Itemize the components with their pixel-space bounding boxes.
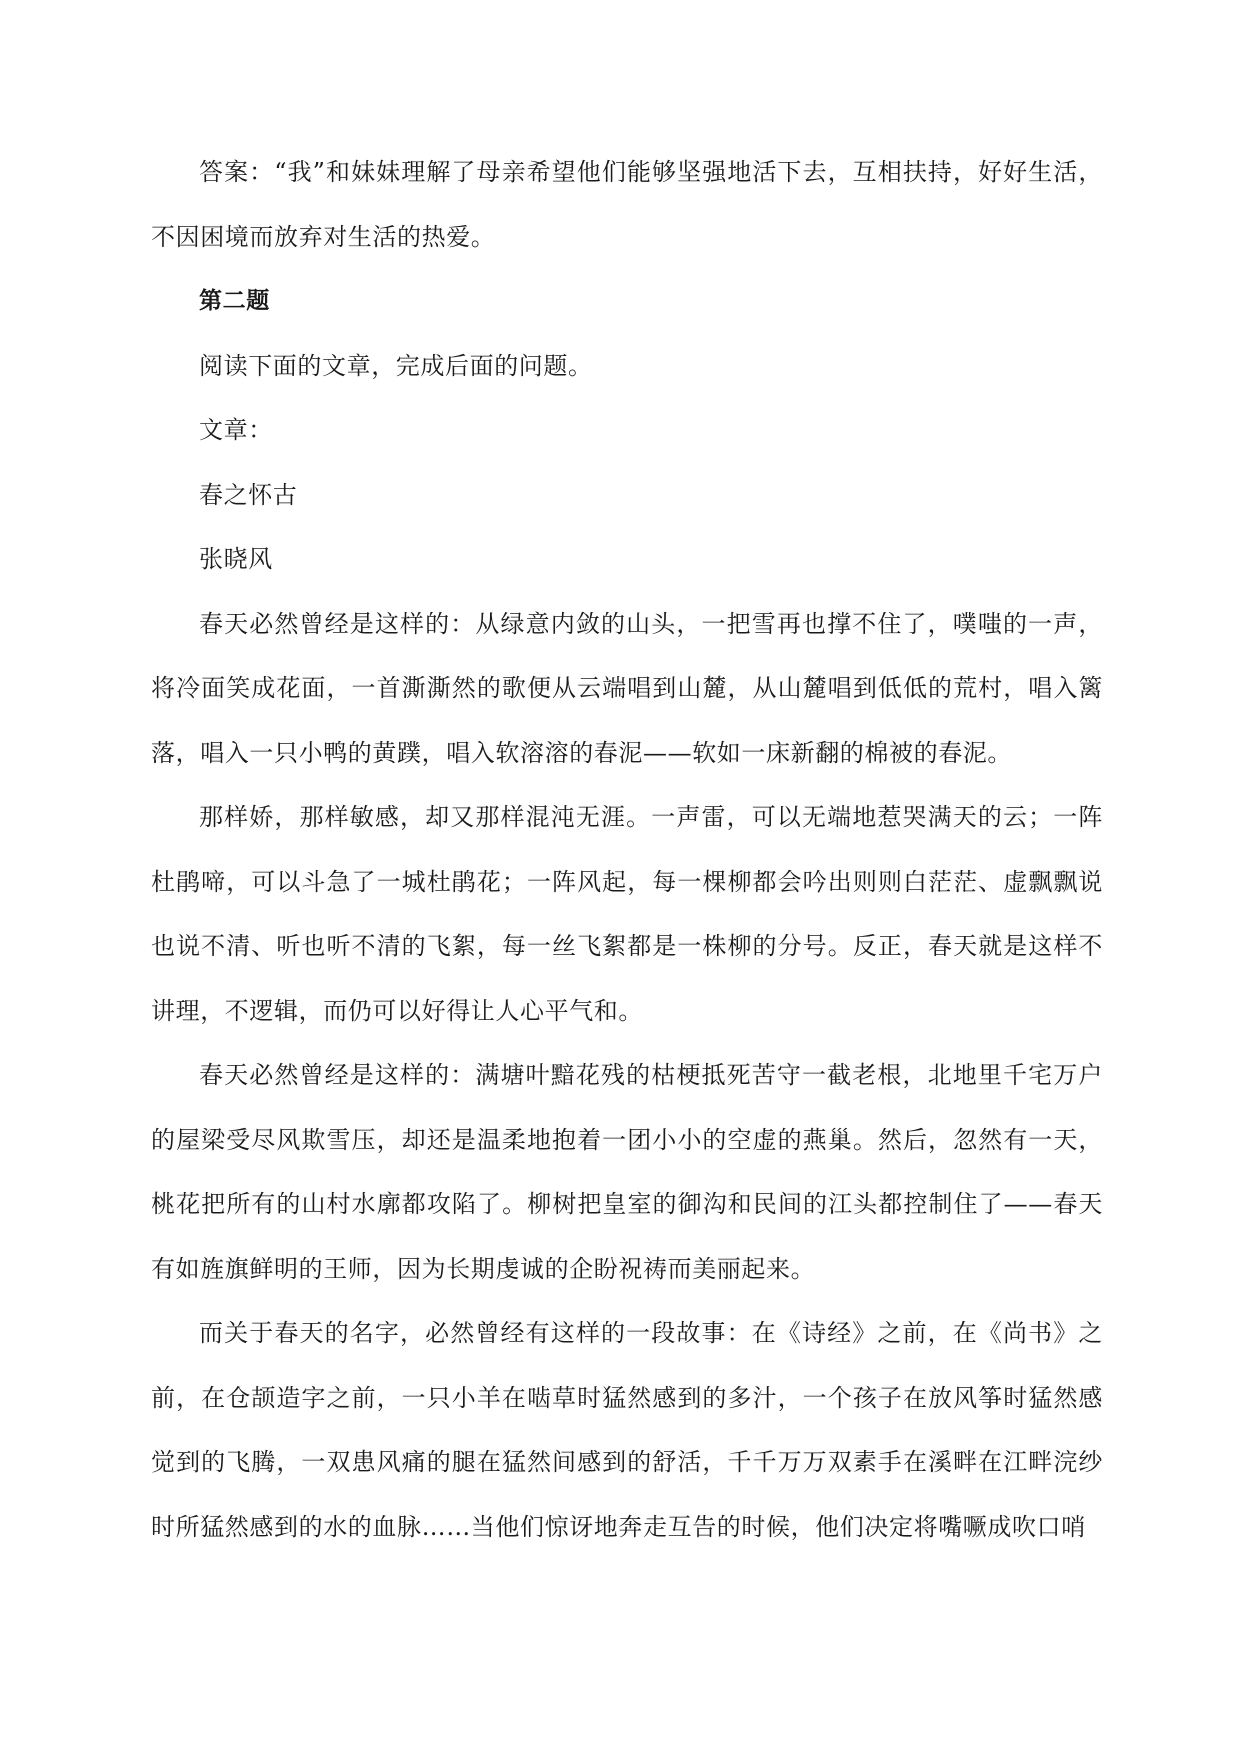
article-paragraph-4: 而关于春天的名字，必然曾经有这样的一段故事：在《诗经》之前，在《尚书》之前，在仓颉造字之前，一只小羊在啮草时猛然感到的多汁，一个孩子在放风筝时猛然感觉到的飞腾，一双患风痛的腿在猛然间感到的舒活，千千万万双素手在溪畔在江畔浣纱时所猛然感到的水的血脉……当他们惊讶地奔走互告的时候，他们决定将嘴噘成吹口哨 xyxy=(151,1319,1103,1541)
article-title: 春之怀古 xyxy=(199,480,298,509)
article-paragraph-3: 春天必然曾经是这样的：满塘叶黯花残的枯梗抵死苦守一截老根，北地里千宅万户的屋梁受尽风欺雪压，却还是温柔地抱着一团小小的空虚的燕巢。然后，忽然有一天，桃花把所有的山村水廓都攻陷了。柳树把皇室的御沟和民间的江头都控制住了——春天有如旌旗鲜明的王师，因为长期虔诚的企盼祝祷而美丽起来。 xyxy=(151,1061,1103,1283)
article-paragraph-1: 春天必然曾经是这样的：从绿意内敛的山头，一把雪再也撑不住了，噗嗤的一声，将冷面笑成花面，一首澌澌然的歌便从云端唱到山麓，从山麓唱到低低的荒村，唱入篱落，唱入一只小鸭的黄蹼，唱入软溶溶的春泥——软如一床新翻的棉被的春泥。 xyxy=(151,609,1103,767)
document-page xyxy=(151,140,1103,1559)
answer-paragraph: 答案：“我”和妹妹理解了母亲希望他们能够坚强地活下去，互相扶持，好好生活，不因困境而放弃对生活的热爱。 xyxy=(151,158,1103,251)
article-author: 张晓风 xyxy=(199,545,273,573)
section-heading: 第二题 xyxy=(199,288,270,314)
article-paragraph-2: 那样娇，那样敏感，却又那样混沌无涯。一声雷，可以无端地惹哭满天的云；一阵杜鹃啼，可以斗急了一城杜鹃花；一阵风起，每一棵柳都会吟出则则白茫茫、虚飘飘说也说不清、听也听不清的飞絮，每一丝飞絮都是一株柳的分号。反正，春天就是这样不讲理，不逻辑，而仍可以好得让人心平气和。 xyxy=(151,803,1103,1025)
instruction-paragraph: 阅读下面的文章，完成后面的问题。 xyxy=(199,351,593,380)
article-label: 文章： xyxy=(199,416,273,444)
